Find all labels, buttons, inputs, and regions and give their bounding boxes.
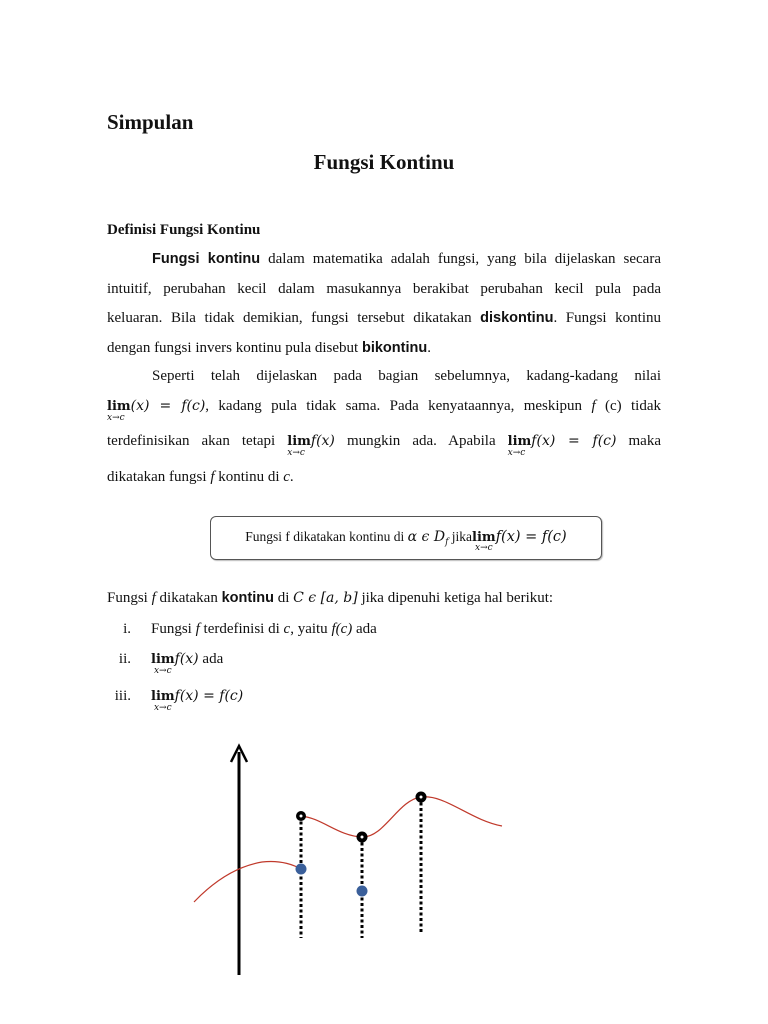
para1-line1: Fungsi kontinu dalam matematika adalah fungsi, yang bila dijelaskan secara — [152, 251, 661, 267]
filled-point — [296, 864, 307, 875]
point-marker-center — [420, 796, 423, 799]
list-item: Fungsi f terdefinisi di c, yaitu f(c) ada — [151, 621, 377, 637]
para2-line1: Seperti telah dijelaskan pada bagian sebelumnya, kadang-kadang nilai — [152, 368, 661, 384]
list-number: i. — [123, 621, 131, 637]
para2-line2: lim x→c (x) = f(c), kadang pula tidak sama. Pada kenyataannya, meskipun f (c) tidak — [107, 397, 661, 423]
limit-notation: lim x→c — [287, 434, 311, 459]
limit-notation: lim x→c — [472, 530, 496, 553]
para1-line2: intuitif, perubahan kecil dalam masukannya berakibat perubahan kecil pula pada — [107, 280, 661, 297]
limit-notation: lim x→c — [507, 434, 532, 459]
para1-line3: keluaran. Bila tidak demikian, fungsi tersebut dikatakan diskontinu. Fungsi kontinu — [107, 310, 661, 327]
limit-notation: lim x→c — [151, 652, 175, 676]
limit-notation: lim x→c — [107, 398, 131, 423]
curve-left-segment — [194, 861, 301, 902]
section-title: Simpulan — [107, 110, 194, 134]
list-item: lim x→c f(x) ada — [151, 651, 224, 676]
curve-right-segment — [301, 797, 502, 837]
filled-point — [357, 886, 368, 897]
list-item: lim x→c f(x) = f(c) — [151, 688, 244, 713]
para2-line4: dikatakan fungsi f kontinu di c. — [107, 469, 294, 486]
para2-line3: terdefinisikan akan tetapi lim x→c f(x) mungkin ada. Apabila lim x→c f(x) = f(c) maka — [107, 433, 661, 459]
list-number: ii. — [118, 651, 131, 667]
page-title: Fungsi Kontinu — [313, 150, 455, 174]
definition-box: Fungsi f dikatakan kontinu di α ϵ $D_f$ jikalim x→c f(x) = f(c) — [210, 516, 602, 560]
list-number: iii. — [114, 688, 131, 704]
point-marker-center — [361, 836, 364, 839]
definition-heading: Definisi Fungsi Kontinu — [107, 222, 261, 238]
limit-notation: lim x→c — [151, 689, 175, 713]
point-marker-center — [300, 815, 303, 818]
conditions-intro: Fungsi f dikatakan kontinu di C ϵ [a, b] jika dipenuhi ketiga hal berikut: — [107, 590, 554, 606]
para1-line4: dengan fungsi invers kontinu pula disebut bikontinu. — [107, 340, 431, 357]
